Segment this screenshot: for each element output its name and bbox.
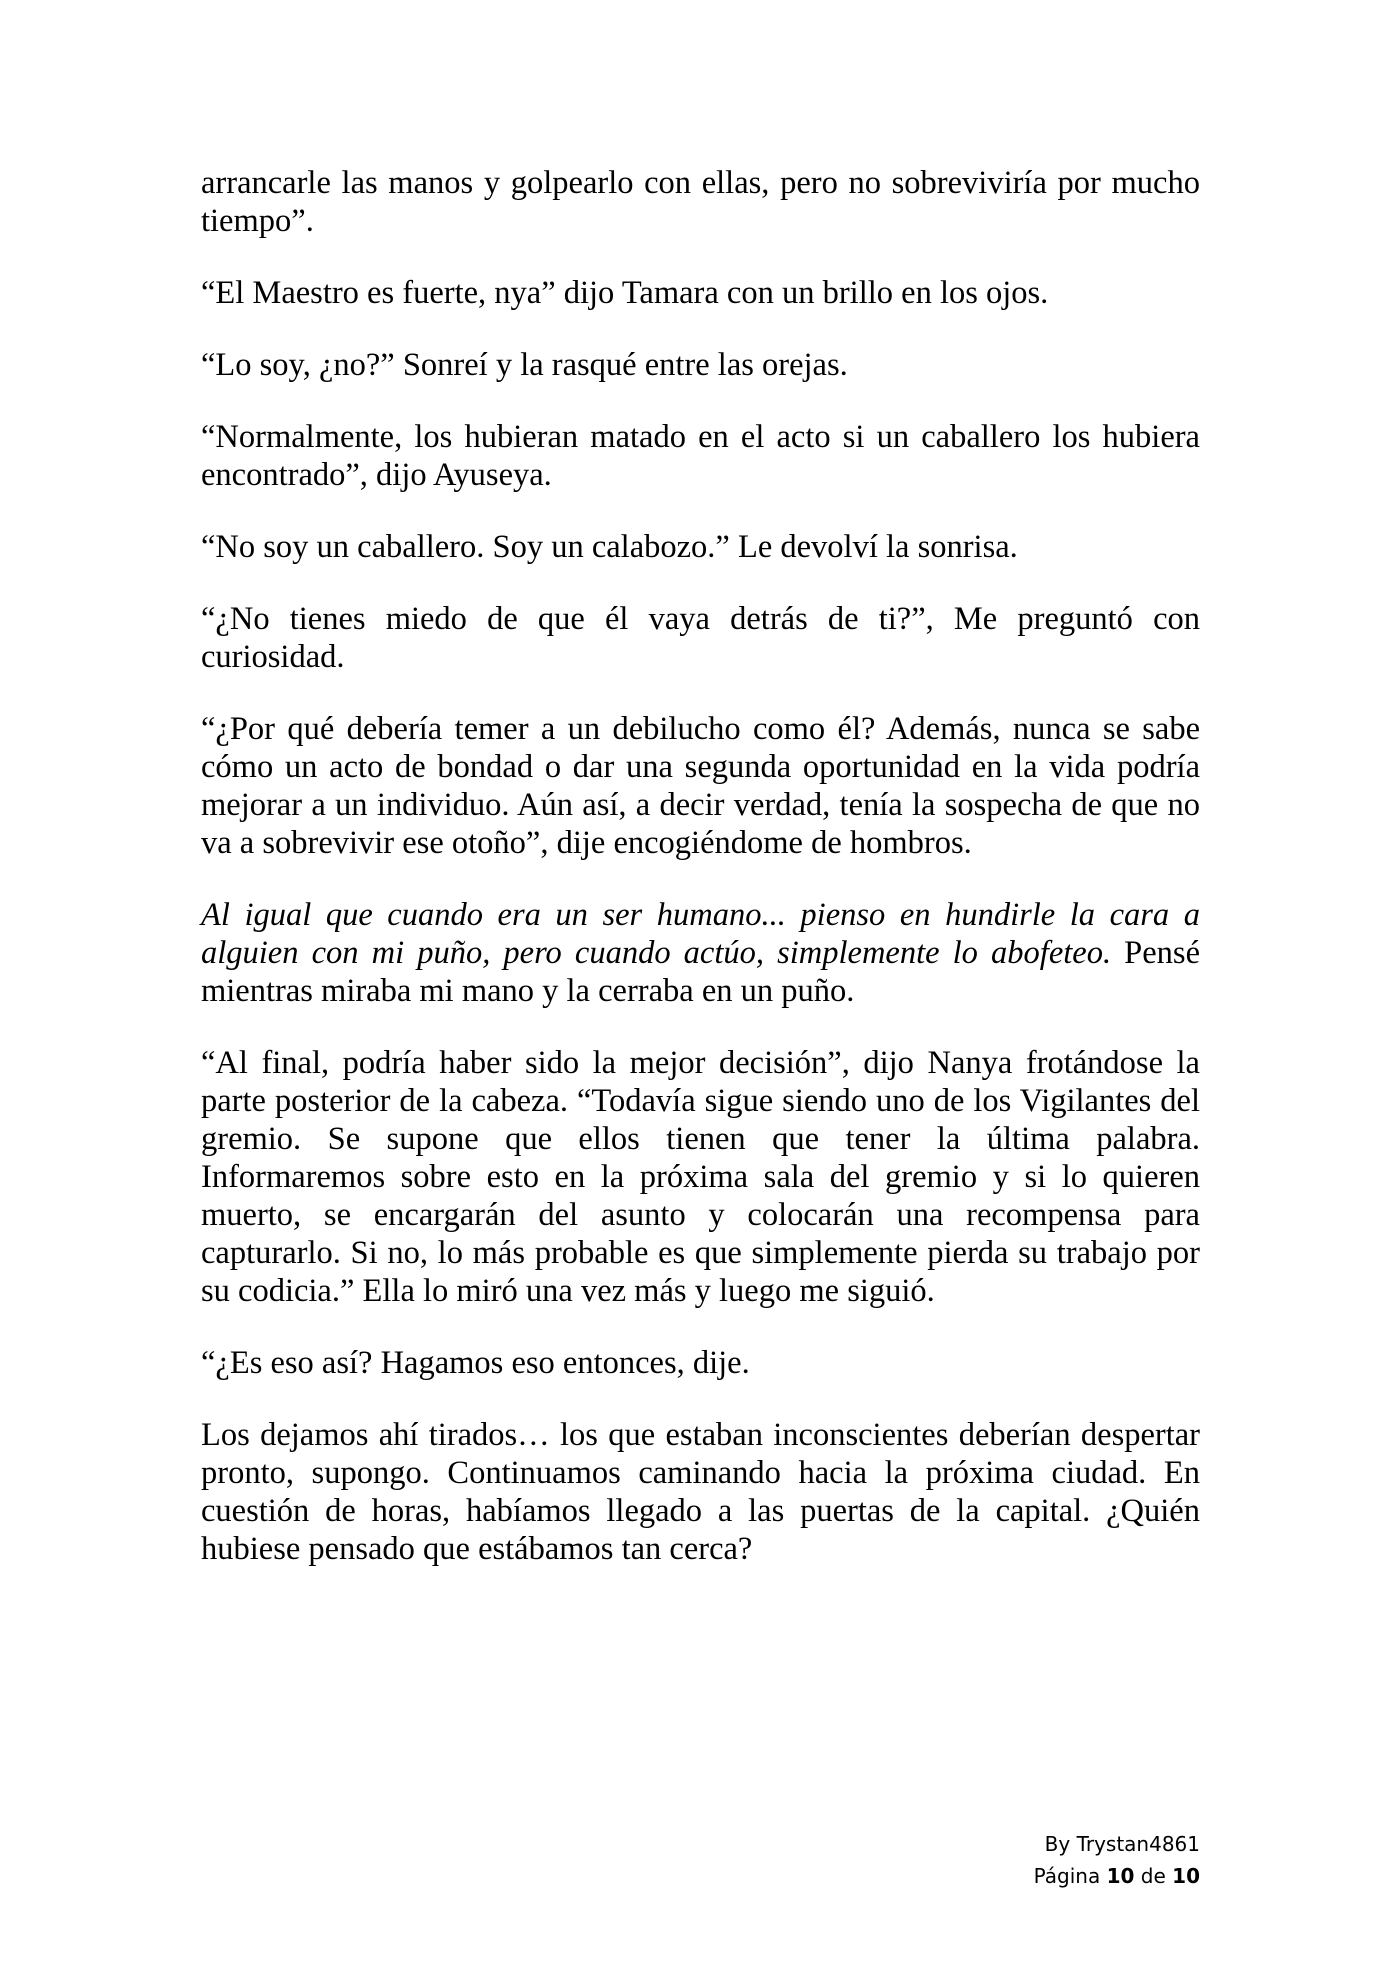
- paragraph: “¿No tienes miedo de que él vaya detrás de ti?”, Me preguntó con curiosidad.: [201, 601, 1200, 675]
- paragraph: “Lo soy, ¿no?” Sonreí y la rasqué entre las orejas.: [201, 347, 848, 383]
- paragraph-mixed: [201, 896, 1200, 1010]
- paragraph: Los dejamos ahí tirados… los que estaban inconscientes deberían despertar pronto, supongo. Continuamos caminando hacia la próxima ciudad. En cuestión de horas, habíamos llegado a las puertas de la capital. ¿Quién hubiese pensado que estábamos tan cerca?: [201, 1417, 1200, 1567]
- page-prefix: Página: [1033, 1864, 1101, 1888]
- page-separator: de: [1140, 1864, 1166, 1888]
- paragraph: “Al final, podría haber sido la mejor decisión”, dijo Nanya frotándose la parte posterior de la cabeza. “Todavía sigue siendo uno de los Vigilantes del gremio. Se supone que ellos tienen que tener la última palabra. Informaremos sobre esto en la próxima sala del gremio y si lo quieren muerto, se encargarán del asunto y colocarán una recompensa para capturarlo. Si no, lo más probable es que simplemente pierda su trabajo por su codicia.” Ella lo miró una vez más y luego me siguió.: [201, 1045, 1200, 1309]
- paragraph: “¿Es eso así? Hagamos eso entonces, dije.: [201, 1345, 750, 1381]
- paragraph: “El Maestro es fuerte, nya” dijo Tamara con un brillo en los ojos.: [201, 275, 1049, 311]
- current-page: 10: [1106, 1864, 1135, 1888]
- paragraph: “No soy un caballero. Soy un calabozo.” Le devolví la sonrisa.: [201, 529, 1018, 565]
- paragraph: “Normalmente, los hubieran matado en el acto si un caballero los hubiera encontrado”, dijo Ayuseya.: [201, 419, 1200, 493]
- paragraph: “¿Por qué debería temer a un debilucho como él? Además, nunca se sabe cómo un acto de bondad o dar una segunda oportunidad en la vida podría mejorar a un individuo. Aún así, a decir verdad, tenía la sospecha de que no va a sobrevivir ese otoño”, dije encogiéndome de hombros.: [201, 711, 1200, 861]
- total-pages: 10: [1172, 1864, 1200, 1888]
- author-credit: By Trystan4861: [1044, 1832, 1200, 1856]
- page-footer: [900, 1828, 1200, 1892]
- italic-thought: Al igual que cuando era un ser humano... pienso en hundirle la cara a alguien con mi puño, pero cuando actúo, simplemente lo abofeteo.: [201, 897, 1200, 971]
- page-number: [900, 1860, 1200, 1892]
- paragraph: arrancarle las manos y golpearlo con ellas, pero no sobreviviría por mucho tiempo”.: [201, 165, 1200, 239]
- document-body: [201, 164, 1200, 1602]
- paragraph-continuation: Pensé mientras miraba mi mano y la cerraba en un puño.: [201, 935, 1201, 1009]
